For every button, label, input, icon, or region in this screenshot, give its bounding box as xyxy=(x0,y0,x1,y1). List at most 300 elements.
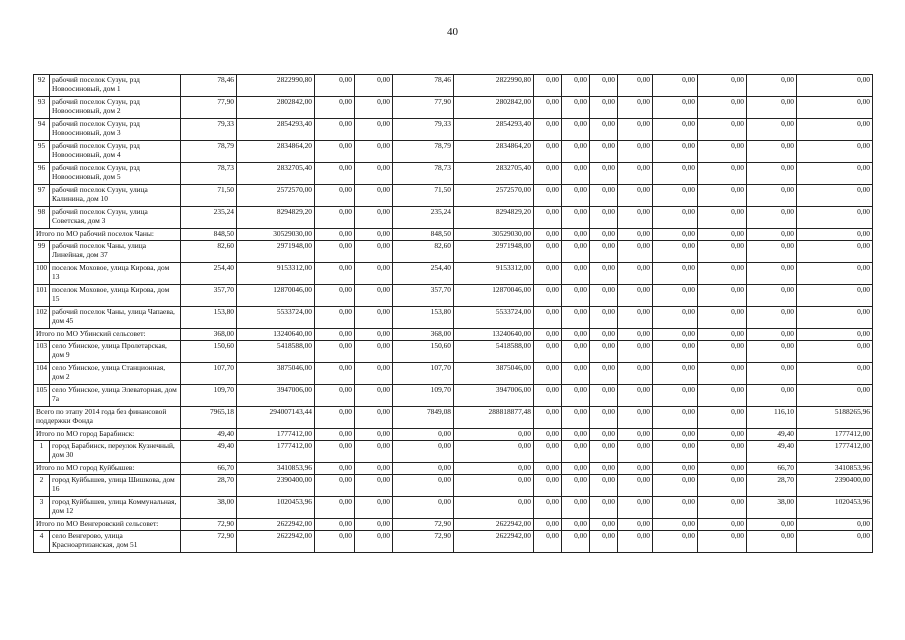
value-cell: 0,00 xyxy=(534,285,562,307)
value-cell: 82,60 xyxy=(181,241,237,263)
value-cell: 9153312,00 xyxy=(237,263,315,285)
value-cell: 0,00 xyxy=(797,307,873,329)
value-cell: 0,00 xyxy=(562,341,590,363)
value-cell: 0,00 xyxy=(747,307,797,329)
value-cell: 0,00 xyxy=(653,285,698,307)
value-cell: 0,00 xyxy=(797,185,873,207)
value-cell: 0,00 xyxy=(355,519,393,531)
row-number: 99 xyxy=(34,241,50,263)
value-cell: 0,00 xyxy=(315,285,355,307)
value-cell: 1020453,96 xyxy=(237,497,315,519)
value-cell: 0,00 xyxy=(315,185,355,207)
address-cell: село Убинское, улица Элеваторная, дом 7а xyxy=(50,385,181,407)
value-cell: 0,00 xyxy=(393,463,454,475)
value-cell: 78,73 xyxy=(181,163,237,185)
value-cell: 0,00 xyxy=(618,531,653,553)
value-cell: 153,80 xyxy=(181,307,237,329)
value-cell: 3875046,00 xyxy=(237,363,315,385)
value-cell: 2822990,80 xyxy=(237,75,315,97)
table-row xyxy=(34,363,873,385)
table-row xyxy=(34,385,873,407)
value-cell: 7965,18 xyxy=(181,407,237,429)
value-cell: 0,00 xyxy=(747,185,797,207)
value-cell: 0,00 xyxy=(534,97,562,119)
value-cell: 0,00 xyxy=(355,141,393,163)
value-cell: 0,00 xyxy=(653,441,698,463)
value-cell: 3875046,00 xyxy=(454,363,534,385)
table-row xyxy=(34,263,873,285)
value-cell: 0,00 xyxy=(653,97,698,119)
row-number: 98 xyxy=(34,207,50,229)
value-cell: 357,70 xyxy=(181,285,237,307)
value-cell: 0,00 xyxy=(590,407,618,429)
value-cell: 0,00 xyxy=(534,363,562,385)
value-cell: 0,00 xyxy=(562,141,590,163)
value-cell: 0,00 xyxy=(355,229,393,241)
value-cell: 0,00 xyxy=(653,185,698,207)
value-cell: 254,40 xyxy=(181,263,237,285)
value-cell: 0,00 xyxy=(355,163,393,185)
value-cell: 0,00 xyxy=(797,229,873,241)
value-cell: 0,00 xyxy=(618,185,653,207)
value-cell: 254,40 xyxy=(393,263,454,285)
value-cell: 0,00 xyxy=(797,329,873,341)
value-cell: 0,00 xyxy=(653,341,698,363)
value-cell: 0,00 xyxy=(534,441,562,463)
value-cell: 0,00 xyxy=(653,531,698,553)
value-cell: 0,00 xyxy=(534,429,562,441)
value-cell: 2854293,40 xyxy=(454,119,534,141)
value-cell: 0,00 xyxy=(590,475,618,497)
value-cell: 0,00 xyxy=(698,241,747,263)
value-cell: 0,00 xyxy=(315,207,355,229)
row-number: 102 xyxy=(34,307,50,329)
value-cell: 49,40 xyxy=(747,441,797,463)
value-cell: 5188265,96 xyxy=(797,407,873,429)
value-cell: 0,00 xyxy=(590,429,618,441)
value-cell: 0,00 xyxy=(653,519,698,531)
value-cell: 153,80 xyxy=(393,307,454,329)
value-cell: 2832705,40 xyxy=(237,163,315,185)
value-cell: 0,00 xyxy=(534,307,562,329)
value-cell: 0,00 xyxy=(618,163,653,185)
value-cell: 49,40 xyxy=(181,441,237,463)
value-cell: 5418588,00 xyxy=(454,341,534,363)
value-cell: 0,00 xyxy=(534,75,562,97)
row-number: 96 xyxy=(34,163,50,185)
value-cell: 1777412,00 xyxy=(797,429,873,441)
address-cell: рабочий поселок Сузун, рзд Новоосиновый, дом 2 xyxy=(50,97,181,119)
value-cell: 72,90 xyxy=(393,519,454,531)
address-cell: рабочий поселок Сузун, улица Калинина, дом 10 xyxy=(50,185,181,207)
value-cell: 5418588,00 xyxy=(237,341,315,363)
value-cell: 0,00 xyxy=(590,385,618,407)
value-cell: 0,00 xyxy=(355,497,393,519)
value-cell: 0,00 xyxy=(653,207,698,229)
value-cell: 2834864,20 xyxy=(454,141,534,163)
value-cell: 2822990,80 xyxy=(454,75,534,97)
value-cell: 0,00 xyxy=(355,241,393,263)
subtotal-row xyxy=(34,519,873,531)
value-cell: 0,00 xyxy=(534,241,562,263)
value-cell: 0,00 xyxy=(562,163,590,185)
value-cell: 0,00 xyxy=(393,475,454,497)
address-cell: рабочий поселок Сузун, рзд Новоосиновый, дом 3 xyxy=(50,119,181,141)
value-cell: 49,40 xyxy=(747,429,797,441)
value-cell: 2572570,00 xyxy=(237,185,315,207)
value-cell: 0,00 xyxy=(315,75,355,97)
value-cell: 0,00 xyxy=(562,385,590,407)
value-cell: 1777412,00 xyxy=(237,429,315,441)
value-cell: 0,00 xyxy=(698,341,747,363)
value-cell: 0,00 xyxy=(797,207,873,229)
value-cell: 78,79 xyxy=(393,141,454,163)
value-cell: 0,00 xyxy=(315,229,355,241)
value-cell: 0,00 xyxy=(355,429,393,441)
value-cell: 0,00 xyxy=(562,207,590,229)
value-cell: 0,00 xyxy=(653,429,698,441)
value-cell: 0,00 xyxy=(590,463,618,475)
value-cell: 0,00 xyxy=(534,263,562,285)
value-cell: 12870046,00 xyxy=(237,285,315,307)
address-cell: село Венгерово, улица Красноартизанская, дом 51 xyxy=(50,531,181,553)
subtotal-row xyxy=(34,429,873,441)
value-cell: 0,00 xyxy=(698,75,747,97)
value-cell: 0,00 xyxy=(590,441,618,463)
value-cell: 0,00 xyxy=(562,497,590,519)
value-cell: 2572570,00 xyxy=(454,185,534,207)
value-cell: 66,70 xyxy=(747,463,797,475)
value-cell: 0,00 xyxy=(797,363,873,385)
subtotal-label: Итого по МО Убинский сельсовет: xyxy=(34,329,181,341)
row-number: 1 xyxy=(34,441,50,463)
value-cell: 0,00 xyxy=(653,163,698,185)
value-cell: 0,00 xyxy=(698,97,747,119)
value-cell: 0,00 xyxy=(618,263,653,285)
value-cell: 0,00 xyxy=(534,385,562,407)
value-cell: 0,00 xyxy=(698,429,747,441)
address-cell: село Убинское, улица Пролетарская, дом 9 xyxy=(50,341,181,363)
table-row xyxy=(34,75,873,97)
value-cell: 0,00 xyxy=(315,163,355,185)
value-cell: 0,00 xyxy=(355,307,393,329)
value-cell: 0,00 xyxy=(562,97,590,119)
value-cell: 30529030,00 xyxy=(454,229,534,241)
subtotal-row xyxy=(34,463,873,475)
value-cell: 0,00 xyxy=(698,263,747,285)
value-cell: 0,00 xyxy=(562,519,590,531)
table-row xyxy=(34,497,873,519)
value-cell: 2390400,00 xyxy=(797,475,873,497)
value-cell: 38,00 xyxy=(181,497,237,519)
value-cell: 0,00 xyxy=(534,531,562,553)
value-cell: 0,00 xyxy=(590,497,618,519)
address-cell: рабочий поселок Сузун, рзд Новоосиновый, дом 4 xyxy=(50,141,181,163)
value-cell: 0,00 xyxy=(534,141,562,163)
value-cell: 0,00 xyxy=(698,141,747,163)
value-cell: 0,00 xyxy=(315,531,355,553)
value-cell: 0,00 xyxy=(315,429,355,441)
value-cell: 0,00 xyxy=(534,407,562,429)
value-cell: 78,46 xyxy=(393,75,454,97)
value-cell: 2622942,00 xyxy=(454,519,534,531)
value-cell: 0,00 xyxy=(590,263,618,285)
registry-table xyxy=(33,74,873,553)
value-cell: 0,00 xyxy=(797,119,873,141)
value-cell: 0,00 xyxy=(698,497,747,519)
page-number: 40 xyxy=(447,26,458,38)
value-cell: 13240640,00 xyxy=(454,329,534,341)
value-cell: 0,00 xyxy=(562,475,590,497)
value-cell: 0,00 xyxy=(562,463,590,475)
row-number: 2 xyxy=(34,475,50,497)
value-cell: 0,00 xyxy=(534,229,562,241)
table-row xyxy=(34,141,873,163)
value-cell: 28,70 xyxy=(181,475,237,497)
value-cell: 150,60 xyxy=(393,341,454,363)
value-cell: 0,00 xyxy=(797,163,873,185)
value-cell: 2971948,00 xyxy=(237,241,315,263)
value-cell: 0,00 xyxy=(315,407,355,429)
row-number: 97 xyxy=(34,185,50,207)
value-cell: 0,00 xyxy=(653,329,698,341)
value-cell: 0,00 xyxy=(618,497,653,519)
row-number: 105 xyxy=(34,385,50,407)
value-cell: 0,00 xyxy=(797,241,873,263)
subtotal-row xyxy=(34,407,873,429)
value-cell: 0,00 xyxy=(653,75,698,97)
value-cell: 0,00 xyxy=(315,307,355,329)
value-cell: 0,00 xyxy=(355,341,393,363)
value-cell: 0,00 xyxy=(315,329,355,341)
value-cell: 0,00 xyxy=(797,285,873,307)
value-cell: 0,00 xyxy=(590,519,618,531)
subtotal-row xyxy=(34,329,873,341)
value-cell: 0,00 xyxy=(797,385,873,407)
value-cell: 0,00 xyxy=(797,341,873,363)
value-cell: 0,00 xyxy=(653,463,698,475)
value-cell: 0,00 xyxy=(355,285,393,307)
value-cell: 0,00 xyxy=(562,407,590,429)
subtotal-label: Итого по МО Венгеровский сельсовет: xyxy=(34,519,181,531)
value-cell: 0,00 xyxy=(355,185,393,207)
value-cell: 0,00 xyxy=(698,385,747,407)
value-cell: 0,00 xyxy=(355,407,393,429)
table-row xyxy=(34,341,873,363)
value-cell: 38,00 xyxy=(747,497,797,519)
value-cell: 235,24 xyxy=(393,207,454,229)
value-cell: 2802842,00 xyxy=(237,97,315,119)
value-cell: 368,00 xyxy=(393,329,454,341)
value-cell: 0,00 xyxy=(698,163,747,185)
value-cell: 78,73 xyxy=(393,163,454,185)
value-cell: 3947006,00 xyxy=(454,385,534,407)
value-cell: 0,00 xyxy=(355,475,393,497)
value-cell: 0,00 xyxy=(355,75,393,97)
value-cell: 0,00 xyxy=(747,75,797,97)
value-cell: 0,00 xyxy=(562,429,590,441)
value-cell: 0,00 xyxy=(454,475,534,497)
value-cell: 0,00 xyxy=(653,497,698,519)
value-cell: 78,46 xyxy=(181,75,237,97)
subtotal-label: Итого по МО город Куйбышев: xyxy=(34,463,181,475)
value-cell: 2390400,00 xyxy=(237,475,315,497)
value-cell: 0,00 xyxy=(747,263,797,285)
table-row xyxy=(34,241,873,263)
value-cell: 0,00 xyxy=(534,463,562,475)
value-cell: 2622942,00 xyxy=(237,531,315,553)
address-cell: рабочий поселок Сузун, рзд Новоосиновый, дом 1 xyxy=(50,75,181,97)
value-cell: 0,00 xyxy=(355,363,393,385)
value-cell: 0,00 xyxy=(747,363,797,385)
value-cell: 150,60 xyxy=(181,341,237,363)
value-cell: 0,00 xyxy=(653,363,698,385)
value-cell: 0,00 xyxy=(797,141,873,163)
value-cell: 0,00 xyxy=(562,329,590,341)
address-cell: рабочий поселок Чаны, улица Линейная, дом 37 xyxy=(50,241,181,263)
value-cell: 116,10 xyxy=(747,407,797,429)
value-cell: 0,00 xyxy=(698,119,747,141)
value-cell: 0,00 xyxy=(315,441,355,463)
value-cell: 77,90 xyxy=(181,97,237,119)
value-cell: 0,00 xyxy=(355,207,393,229)
value-cell: 66,70 xyxy=(181,463,237,475)
table-row xyxy=(34,307,873,329)
value-cell: 0,00 xyxy=(797,75,873,97)
value-cell: 0,00 xyxy=(315,263,355,285)
value-cell: 5533724,00 xyxy=(454,307,534,329)
value-cell: 0,00 xyxy=(454,441,534,463)
value-cell: 0,00 xyxy=(590,163,618,185)
table-row xyxy=(34,475,873,497)
value-cell: 0,00 xyxy=(454,429,534,441)
value-cell: 77,90 xyxy=(393,97,454,119)
value-cell: 0,00 xyxy=(618,307,653,329)
value-cell: 0,00 xyxy=(534,497,562,519)
row-number: 93 xyxy=(34,97,50,119)
value-cell: 7849,08 xyxy=(393,407,454,429)
table-row xyxy=(34,207,873,229)
value-cell: 0,00 xyxy=(698,463,747,475)
value-cell: 0,00 xyxy=(747,285,797,307)
value-cell: 0,00 xyxy=(747,241,797,263)
value-cell: 72,90 xyxy=(181,519,237,531)
value-cell: 0,00 xyxy=(618,119,653,141)
value-cell: 78,79 xyxy=(181,141,237,163)
value-cell: 0,00 xyxy=(698,285,747,307)
value-cell: 1777412,00 xyxy=(797,441,873,463)
row-number: 104 xyxy=(34,363,50,385)
table-body xyxy=(34,75,873,553)
value-cell: 5533724,00 xyxy=(237,307,315,329)
value-cell: 0,00 xyxy=(355,97,393,119)
value-cell: 8294829,20 xyxy=(454,207,534,229)
subtotal-label: Итого по МО город Барабинск: xyxy=(34,429,181,441)
row-number: 103 xyxy=(34,341,50,363)
value-cell: 0,00 xyxy=(534,119,562,141)
value-cell: 3947006,00 xyxy=(237,385,315,407)
value-cell: 0,00 xyxy=(618,519,653,531)
value-cell: 0,00 xyxy=(747,329,797,341)
value-cell: 0,00 xyxy=(618,385,653,407)
row-number: 100 xyxy=(34,263,50,285)
value-cell: 0,00 xyxy=(698,229,747,241)
value-cell: 368,00 xyxy=(181,329,237,341)
value-cell: 0,00 xyxy=(590,141,618,163)
value-cell: 0,00 xyxy=(653,385,698,407)
value-cell: 0,00 xyxy=(315,363,355,385)
value-cell: 0,00 xyxy=(653,307,698,329)
value-cell: 0,00 xyxy=(698,207,747,229)
value-cell: 0,00 xyxy=(590,241,618,263)
value-cell: 0,00 xyxy=(562,229,590,241)
value-cell: 0,00 xyxy=(315,241,355,263)
value-cell: 0,00 xyxy=(315,463,355,475)
value-cell: 0,00 xyxy=(747,119,797,141)
value-cell: 1777412,00 xyxy=(237,441,315,463)
value-cell: 0,00 xyxy=(747,229,797,241)
value-cell: 0,00 xyxy=(562,119,590,141)
value-cell: 0,00 xyxy=(590,97,618,119)
value-cell: 0,00 xyxy=(698,185,747,207)
value-cell: 0,00 xyxy=(618,207,653,229)
value-cell: 9153312,00 xyxy=(454,263,534,285)
value-cell: 2802842,00 xyxy=(454,97,534,119)
value-cell: 0,00 xyxy=(698,407,747,429)
value-cell: 0,00 xyxy=(534,475,562,497)
table-row xyxy=(34,285,873,307)
value-cell: 71,50 xyxy=(393,185,454,207)
row-number: 94 xyxy=(34,119,50,141)
value-cell: 0,00 xyxy=(590,285,618,307)
table-row xyxy=(34,531,873,553)
value-cell: 0,00 xyxy=(590,329,618,341)
value-cell: 0,00 xyxy=(653,475,698,497)
value-cell: 0,00 xyxy=(618,241,653,263)
value-cell: 0,00 xyxy=(562,307,590,329)
address-cell: рабочий поселок Сузун, улица Советская, дом 3 xyxy=(50,207,181,229)
value-cell: 0,00 xyxy=(618,97,653,119)
table-row xyxy=(34,97,873,119)
value-cell: 0,00 xyxy=(618,463,653,475)
value-cell: 0,00 xyxy=(698,519,747,531)
value-cell: 0,00 xyxy=(590,207,618,229)
value-cell: 0,00 xyxy=(653,407,698,429)
value-cell: 0,00 xyxy=(618,363,653,385)
value-cell: 79,33 xyxy=(393,119,454,141)
value-cell: 72,90 xyxy=(393,531,454,553)
value-cell: 0,00 xyxy=(618,475,653,497)
subtotal-label: Итого по МО рабочий поселок Чаны: xyxy=(34,229,181,241)
value-cell: 0,00 xyxy=(393,441,454,463)
value-cell: 0,00 xyxy=(315,119,355,141)
value-cell: 107,70 xyxy=(393,363,454,385)
value-cell: 0,00 xyxy=(618,141,653,163)
value-cell: 0,00 xyxy=(590,363,618,385)
value-cell: 2832705,40 xyxy=(454,163,534,185)
value-cell: 0,00 xyxy=(355,385,393,407)
value-cell: 0,00 xyxy=(618,75,653,97)
address-cell: город Барабинск, переулок Кузнечный, дом 30 xyxy=(50,441,181,463)
value-cell: 0,00 xyxy=(534,329,562,341)
value-cell: 0,00 xyxy=(797,97,873,119)
value-cell: 0,00 xyxy=(653,119,698,141)
value-cell: 0,00 xyxy=(653,263,698,285)
value-cell: 0,00 xyxy=(618,429,653,441)
value-cell: 0,00 xyxy=(747,531,797,553)
value-cell: 0,00 xyxy=(562,441,590,463)
value-cell: 0,00 xyxy=(698,329,747,341)
